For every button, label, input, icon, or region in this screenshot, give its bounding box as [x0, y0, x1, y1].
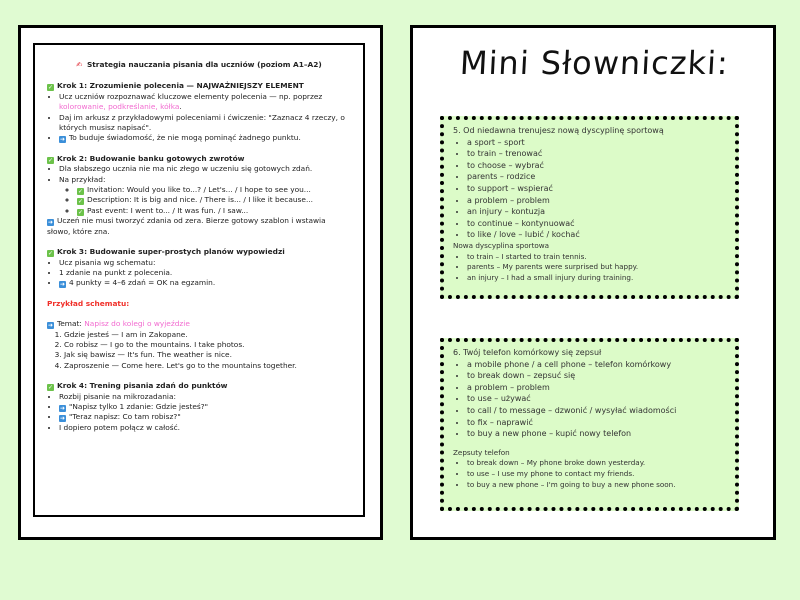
ordered-list-item: 2. Co robisz — I go to the mountains. I take photos. — [64, 340, 351, 350]
step-2-note: ➜ Uczeń nie musi tworzyć zdania od zera. Bierze gotowy szablon i wstawia słowo, które zna. — [47, 216, 326, 236]
example-item: • to use – I use my phone to contact my friends. — [467, 469, 726, 480]
example-item: • to train – I started to train tennis. — [467, 252, 726, 263]
step-3-section — [47, 247, 351, 289]
ordered-list-item: 4. Zaproszenie — Come here. Let's go to the mountains together. — [64, 361, 351, 371]
checkmark-icon: ✓ — [77, 188, 84, 196]
vocab-item: • to break down – zepsuć się — [467, 370, 726, 382]
vocab-box-phone — [440, 338, 739, 511]
examples-heading: Zepsuty telefon — [453, 447, 510, 457]
arrow-right-icon: ➜ — [59, 415, 66, 423]
example-section — [47, 319, 351, 371]
list-item: • ➜ To buduje świadomość, że nie mogą pominąć żadnego punktu. — [59, 133, 351, 143]
arrow-right-icon: ➜ — [59, 404, 66, 412]
arrow-right-icon: ➜ — [59, 136, 66, 144]
example-item: • an injury – I had a small injury during training. — [467, 273, 726, 284]
step-3-heading: Krok 3: Budowanie super-prostych planów wypowiedzi — [57, 247, 285, 257]
step-1-heading: Krok 1: Zrozumienie polecenia — NAJWAŻNIEJSZY ELEMENT — [57, 81, 304, 91]
example-item: • to break down – My phone broke down yesterday. — [467, 458, 726, 469]
list-item: • ➜ 4 punkty = 4–6 zdań = OK na egzamin. — [59, 278, 351, 288]
memo-icon: ✍ — [76, 60, 83, 69]
checkmark-icon: ✓ — [47, 384, 54, 392]
vocab-item: • a problem – problem — [467, 195, 726, 207]
example-item: • to buy a new phone – I'm going to buy a new phone soon. — [467, 480, 726, 491]
list-item: • ➜ "Napisz tylko 1 zdanie: Gdzie jesteś?" — [59, 402, 351, 412]
document-title: ✍ Strategia nauczania pisania dla uczniów (poziom A1–A2) — [76, 60, 322, 69]
list-item: • Ucz pisania wg schematu: — [59, 258, 351, 268]
vocab-item: • to choose – wybrać — [467, 160, 726, 172]
vocab-box-sport — [440, 116, 739, 299]
vocab-item: • to continue – kontynuować — [467, 218, 726, 230]
example-item: • parents – My parents were surprised but happy. — [467, 262, 726, 273]
checkmark-icon: ✓ — [47, 250, 54, 258]
vocab-box-heading: 6. Twój telefon komórkowy się zepsuł — [453, 348, 602, 357]
vocab-item: • a sport – sport — [467, 137, 726, 149]
list-item: • I dopiero potem połącz w całość. — [59, 423, 351, 433]
example-heading-section — [47, 299, 351, 309]
vocab-item: • to buy a new phone – kupić nowy telefon — [467, 428, 726, 440]
sub-list-item: ◦ ✓ Invitation: Would you like to...? / Let's... / I hope to see you... — [77, 185, 351, 195]
step-4-section — [47, 381, 351, 433]
vocab-box-heading: 5. Od niedawna trenujesz nową dyscyplinę sportową — [453, 126, 664, 135]
step-4-heading: Krok 4: Trening pisania zdań do punktów — [57, 381, 228, 391]
list-item: • Ucz uczniów rozpoznawać kluczowe elementy polecenia — np. poprzez kolorowanie, podkreślanie, kółka. — [59, 92, 351, 113]
list-item: • Na przykład: ◦ ✓ Invitation: Would you like to...? / Let's... / I hope to see you... ◦ ✓ Description: It is big and nice. / There is... / I like it because... ◦ ✓ Past event: I went to... / It was fun. / I saw... — [59, 175, 351, 217]
step-1-section — [47, 81, 351, 143]
list-item: • Daj im arkusz z przykładowymi poleceniami i ćwiczenie: "Zaznacz 4 rzeczy, o których musisz napisać". — [59, 113, 351, 134]
ordered-list-item: 3. Jak się bawisz — It's fun. The weather is nice. — [64, 350, 351, 360]
checkmark-icon: ✓ — [47, 156, 54, 164]
checkmark-icon: ✓ — [77, 198, 84, 206]
vocab-item: • to train – trenować — [467, 148, 726, 160]
vocab-item: • a mobile phone / a cell phone – telefon komórkowy — [467, 359, 726, 371]
step-2-section — [47, 154, 351, 237]
vocab-item: • to call / to message – dzwonić / wysyłać wiadomości — [467, 405, 726, 417]
vocab-item: • an injury – kontuzja — [467, 206, 726, 218]
arrow-right-icon: ➜ — [59, 281, 66, 289]
vocab-item: • parents – rodzice — [467, 171, 726, 183]
checkmark-icon: ✓ — [77, 208, 84, 216]
checkmark-icon: ✓ — [47, 84, 54, 92]
vocab-item: • to use – używać — [467, 393, 726, 405]
sub-list-item: ◦ ✓ Past event: I went to... / It was fun. / I saw... — [77, 206, 351, 216]
list-item: • Rozbij pisanie na mikrozadania: — [59, 392, 351, 402]
arrow-right-icon: ➜ — [47, 322, 54, 330]
list-item: • 1 zdanie na punkt z polecenia. — [59, 268, 351, 278]
vocab-item: • a problem – problem — [467, 382, 726, 394]
vocab-item: • to like / love – lubić / kochać — [467, 229, 726, 241]
example-topic: ➜ Temat: Napisz do kolegi o wyjeździe — [47, 319, 190, 330]
ordered-list-item: 1. Gdzie jesteś — I am in Zakopane. — [64, 330, 351, 340]
vocabulary-title: Mini Słowniczki: — [459, 44, 730, 82]
sub-list-item: ◦ ✓ Description: It is big and nice. / There is... / I like it because... — [77, 195, 351, 205]
examples-heading: Nowa dyscyplina sportowa — [453, 240, 550, 250]
example-heading: Przykład schematu: — [47, 298, 130, 308]
highlight-text: kolorowanie, podkreślanie, kółka — [59, 102, 180, 112]
list-item: • Dla słabszego ucznia nie ma nic złego w uczeniu się gotowych zdań. — [59, 164, 351, 174]
left-page-document — [33, 43, 365, 517]
step-2-heading: Krok 2: Budowanie banku gotowych zwrotów — [57, 153, 245, 163]
arrow-right-icon: ➜ — [47, 219, 54, 227]
vocab-item: • to fix – naprawić — [467, 417, 726, 429]
vocab-item: • to support – wspierać — [467, 183, 726, 195]
list-item: • ➜ "Teraz napisz: Co tam robisz?" — [59, 412, 351, 422]
